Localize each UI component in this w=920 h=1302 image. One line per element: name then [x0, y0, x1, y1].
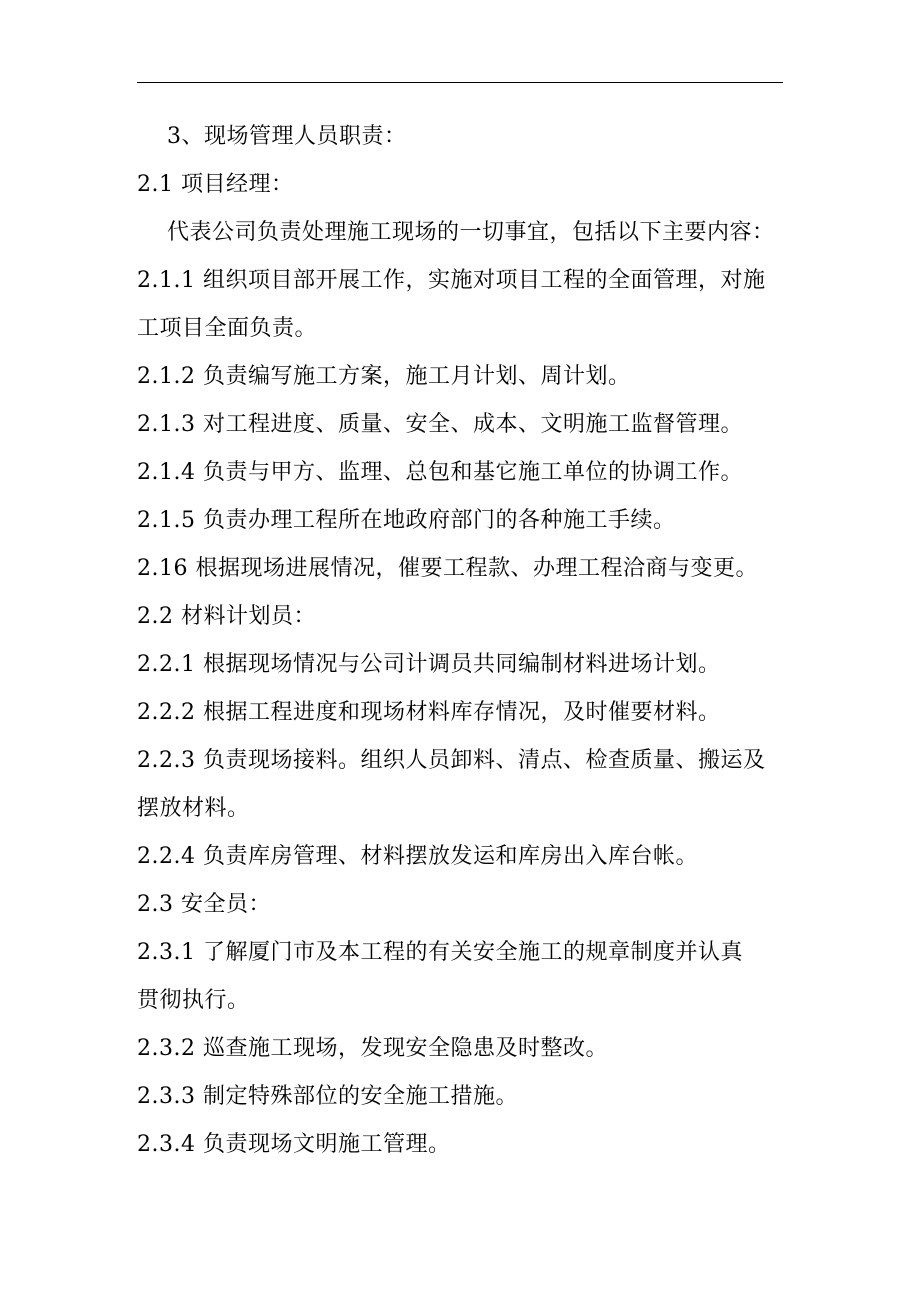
list-item: 2.3.2 巡查施工现场，发现安全隐患及时整改。: [137, 1036, 608, 1061]
list-item: 2.1.2 负责编写施工方案，施工月计划、周计划。: [137, 364, 631, 389]
section-heading: 3、现场管理人员职责：: [167, 124, 407, 149]
list-item: 2.16 根据现场进展情况，催要工程款、办理工程洽商与变更。: [137, 556, 758, 581]
subsection-heading-material-planner: 2.2 材料计划员：: [137, 604, 316, 629]
list-item: 2.2.1 根据现场情况与公司计调员共同编制材料进场计划。: [137, 652, 721, 677]
list-item: 2.2.2 根据工程进度和现场材料库存情况，及时催要材料。: [137, 700, 721, 725]
list-item: 2.1.5 负责办理工程所在地政府部门的各种施工手续。: [137, 508, 676, 533]
list-item: 2.2.4 负责库房管理、材料摆放发运和库房出入库台帐。: [137, 844, 698, 869]
list-item-continuation: 贯彻执行。: [137, 988, 250, 1013]
list-item: 2.3.1 了解厦门市及本工程的有关安全施工的规章制度并认真: [137, 940, 743, 965]
subsection-heading-project-manager: 2.1 项目经理：: [137, 172, 294, 197]
document-body: [137, 113, 797, 1169]
list-item: 2.2.3 负责现场接料。组织人员卸料、清点、检查质量、搬运及: [137, 748, 766, 773]
paragraph-text: 代表公司负责处理施工现场的一切事宜，包括以下主要内容：: [167, 220, 775, 245]
list-item-continuation: 工项目全面负责。: [137, 316, 318, 341]
list-item: 2.1.4 负责与甲方、监理、总包和基它施工单位的协调工作。: [137, 460, 743, 485]
list-item: 2.1.3 对工程进度、质量、安全、成本、文明施工监督管理。: [137, 412, 743, 437]
list-item-continuation: 摆放材料。: [137, 796, 250, 821]
list-item: 2.3.3 制定特殊部位的安全施工措施。: [137, 1084, 518, 1109]
list-item: 2.3.4 负责现场文明施工管理。: [137, 1132, 451, 1157]
header-rule: [137, 82, 783, 83]
subsection-heading-safety-officer: 2.3 安全员：: [137, 892, 271, 917]
list-item: 2.1.1 组织项目部开展工作，实施对项目工程的全面管理，对施: [137, 268, 766, 293]
